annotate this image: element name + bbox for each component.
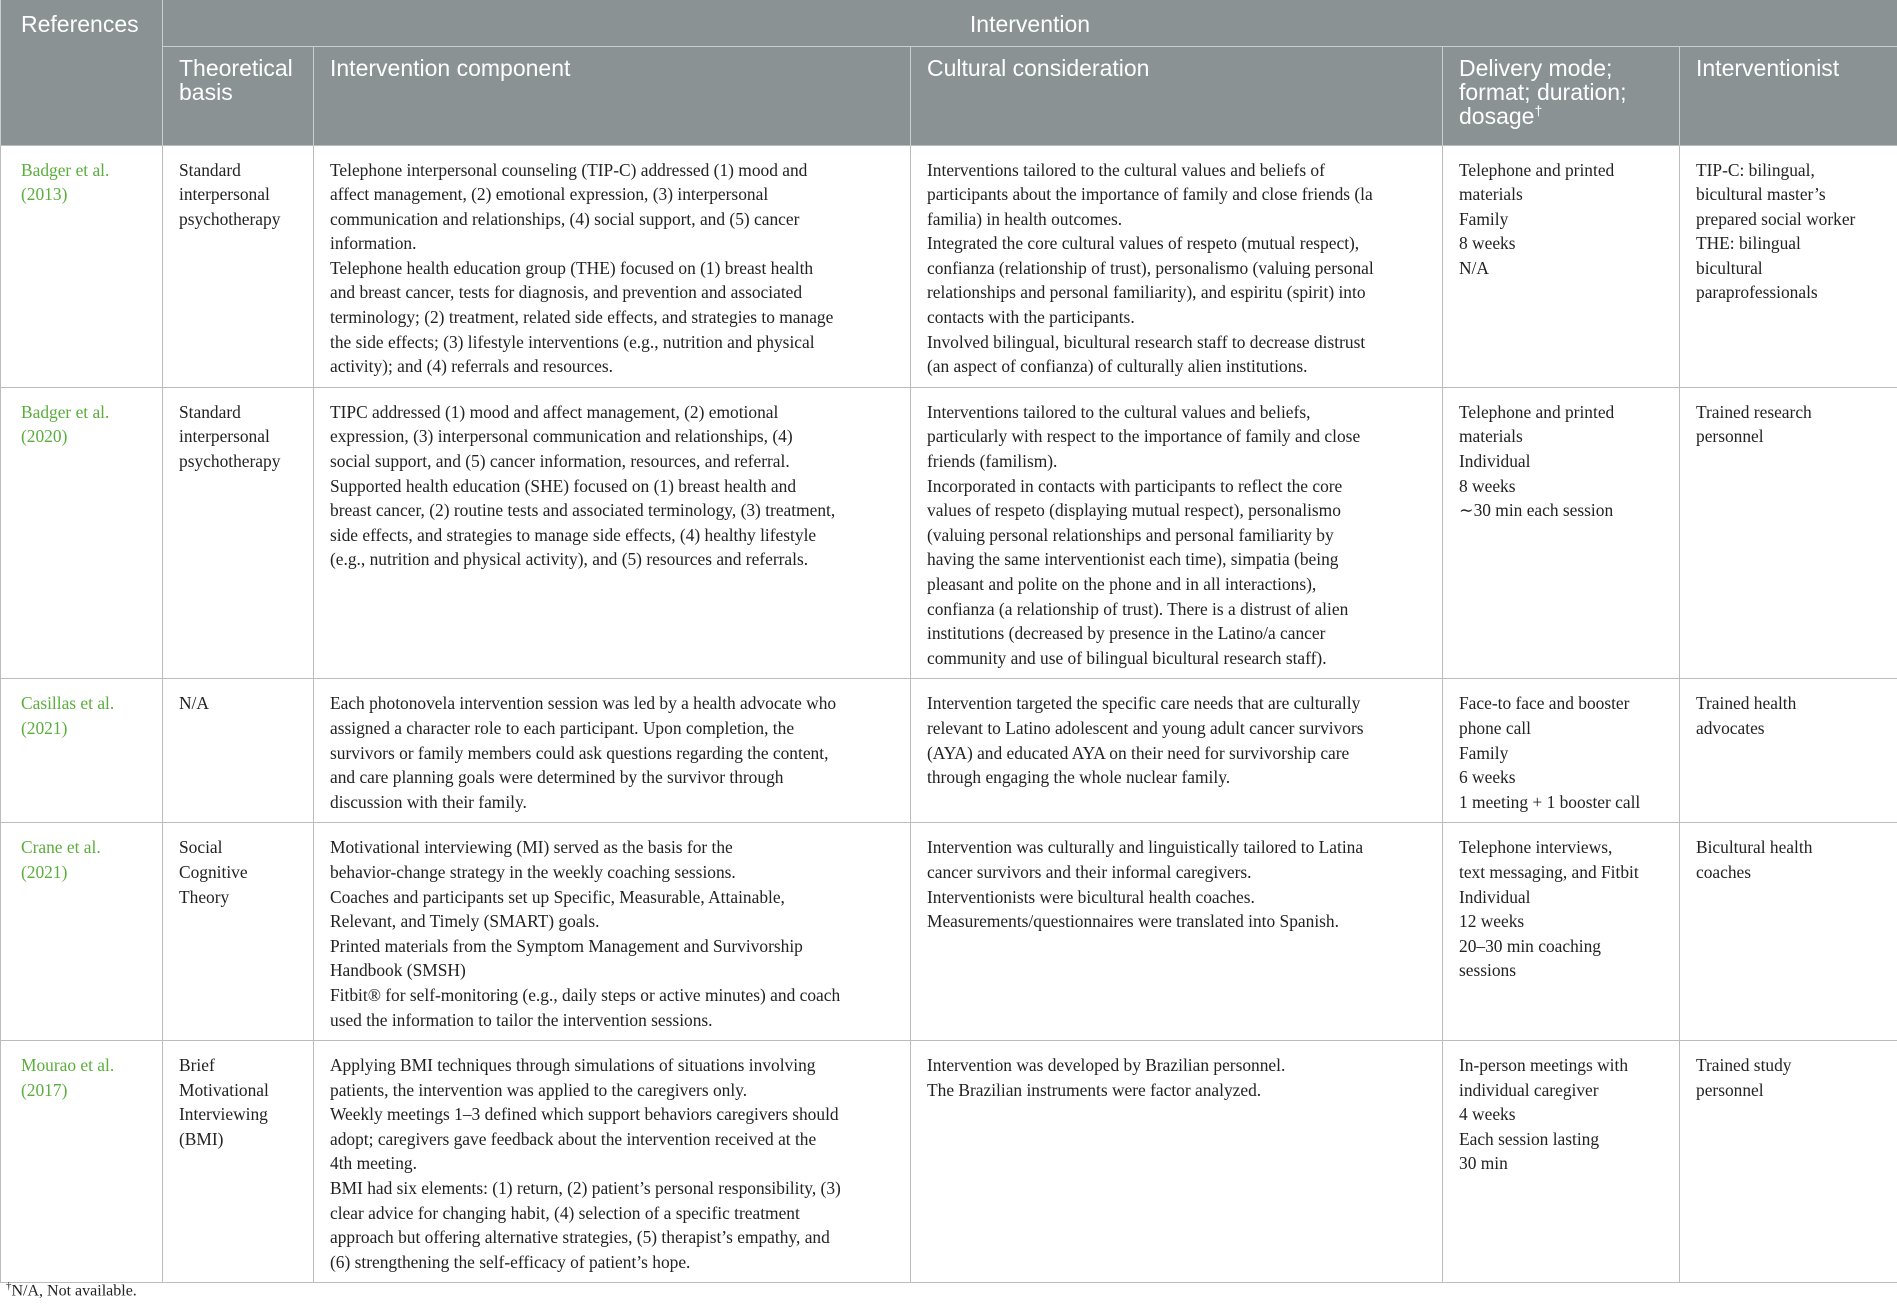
interventionist-cell bbox=[1680, 823, 1897, 1041]
theoretical-basis-cell bbox=[163, 1041, 314, 1283]
cell-text-line: TIP-C: bilingual, bbox=[1696, 159, 1815, 180]
header-text-line: format; duration; bbox=[1459, 78, 1627, 105]
cell-text-line: In-person meetings with bbox=[1459, 1055, 1629, 1076]
theoretical-basis-cell bbox=[163, 679, 314, 823]
cell-text-line: coaches bbox=[1696, 861, 1752, 882]
cell-text-line: 12 weeks bbox=[1459, 911, 1525, 932]
cell-text-line: community and use of bilingual bicultural research staff). bbox=[927, 647, 1327, 668]
cell-text-line: N/A bbox=[179, 693, 209, 714]
delivery-cell bbox=[1443, 1041, 1680, 1283]
cell-text-line: (an aspect of confianza) of culturally alien institutions. bbox=[927, 356, 1308, 377]
cell-text-line: Weekly meetings 1–3 defined which support behaviors caregivers should bbox=[330, 1104, 839, 1125]
table-footnote bbox=[6, 1280, 137, 1300]
reference-cell bbox=[1, 145, 163, 387]
cell-text-line: adopt; caregivers gave feedback about the intervention received at the bbox=[330, 1128, 817, 1149]
cell-text-line: familia) in health outcomes. bbox=[927, 208, 1123, 229]
theoretical-basis-cell bbox=[163, 387, 314, 679]
cell-text-line: Incorporated in contacts with participants to reflect the core bbox=[927, 475, 1343, 496]
cell-text-line: behavior-change strategy in the weekly coaching sessions. bbox=[330, 861, 736, 882]
cell-text-line: expression, (3) interpersonal communication and relationships, (4) bbox=[330, 426, 793, 447]
cell-text-line: Family bbox=[1459, 742, 1509, 763]
interventionist-cell bbox=[1680, 145, 1897, 387]
cell-text-line: text messaging, and Fitbit bbox=[1459, 861, 1639, 882]
cell-text-line: institutions (decreased by presence in the Latino/a cancer bbox=[927, 623, 1326, 644]
cell-text-line: Interventions tailored to the cultural values and beliefs, bbox=[927, 401, 1311, 422]
cell-text-line: the side effects; (3) lifestyle interventions (e.g., nutrition and physical bbox=[330, 331, 815, 352]
cultural-consideration-cell bbox=[911, 387, 1443, 679]
cell-text-line: Each photonovela intervention session was led by a health advocate who bbox=[330, 693, 837, 714]
cell-text-line: materials bbox=[1459, 426, 1523, 447]
cell-text-line: bicultural bbox=[1696, 257, 1763, 278]
cell-text-line: materials bbox=[1459, 184, 1523, 205]
delivery-cell bbox=[1443, 679, 1680, 823]
cell-text-line: (AYA) and educated AYA on their need for survivorship care bbox=[927, 742, 1350, 763]
cell-text-line: psychotherapy bbox=[179, 208, 281, 229]
cell-text-line: 4 weeks bbox=[1459, 1104, 1516, 1125]
cultural-consideration-cell bbox=[911, 823, 1443, 1041]
reference-link-line[interactable]: Badger et al. bbox=[21, 159, 110, 180]
reference-link-line[interactable]: (2020) bbox=[21, 426, 68, 447]
cell-text-line: Telephone interviews, bbox=[1459, 837, 1613, 858]
cell-text-line: Printed materials from the Symptom Management and Survivorship bbox=[330, 935, 803, 956]
cell-text-line: BMI had six elements: (1) return, (2) patient’s personal responsibility, (3) bbox=[330, 1178, 841, 1199]
cell-text-line: Telephone health education group (THE) focused on (1) breast health bbox=[330, 257, 814, 278]
cell-text-line: phone call bbox=[1459, 717, 1531, 738]
cell-text-line: 4th meeting. bbox=[330, 1153, 417, 1174]
cell-text-line: Intervention was developed by Brazilian personnel. bbox=[927, 1055, 1286, 1076]
reference-link-line[interactable]: Casillas et al. bbox=[21, 693, 115, 714]
intervention-component-cell bbox=[314, 823, 911, 1041]
reference-link-line[interactable]: (2017) bbox=[21, 1079, 68, 1100]
delivery-cell bbox=[1443, 145, 1680, 387]
cell-text-line: and breast cancer, tests for diagnosis, and prevention and associated bbox=[330, 282, 803, 303]
interventionist-cell bbox=[1680, 387, 1897, 679]
cell-text-line: Family bbox=[1459, 208, 1509, 229]
cell-text-line: (6) strengthening the self-efficacy of patient’s hope. bbox=[330, 1251, 691, 1272]
cell-text-line: (valuing personal relationships and personal familiarity by bbox=[927, 524, 1334, 545]
header-cultural-consideration: Cultural consideration bbox=[911, 46, 1443, 145]
cell-text-line: cancer survivors and their informal caregivers. bbox=[927, 861, 1252, 882]
cell-text-line: Fitbit® for self-monitoring (e.g., daily steps or active minutes) and coach bbox=[330, 984, 841, 1005]
cell-text-line: through engaging the whole nuclear family. bbox=[927, 767, 1231, 788]
dagger-mark: † bbox=[1534, 101, 1543, 118]
cell-text-line: individual caregiver bbox=[1459, 1079, 1599, 1100]
cell-text-line: confianza (relationship of trust), personalismo (valuing personal bbox=[927, 257, 1374, 278]
cell-text-line: values of respeto (displaying mutual respect), personalismo bbox=[927, 500, 1341, 521]
header-intervention-component: Intervention component bbox=[314, 46, 911, 145]
cultural-consideration-cell bbox=[911, 679, 1443, 823]
cell-text-line: approach but offering alternative strategies, (5) therapist’s empathy, and bbox=[330, 1227, 830, 1248]
cell-text-line: and care planning goals were determined by the survivor through bbox=[330, 767, 784, 788]
header-text-fragment: dosage bbox=[1459, 102, 1535, 129]
reference-link-line[interactable]: Badger et al. bbox=[21, 401, 110, 422]
cell-text-line: Telephone and printed bbox=[1459, 159, 1615, 180]
cell-text-line: Motivational bbox=[179, 1079, 269, 1100]
footnote-text: N/A, Not available. bbox=[11, 1282, 137, 1300]
header-references: References bbox=[1, 0, 163, 145]
cell-text-line: Motivational interviewing (MI) served as the basis for the bbox=[330, 837, 733, 858]
cell-text-line: (e.g., nutrition and physical activity), and (5) resources and referrals. bbox=[330, 549, 809, 570]
cell-text-line: pleasant and polite on the phone and in all interactions), bbox=[927, 574, 1317, 594]
cell-text-line: relationships and personal familiarity), and espiritu (spirit) into bbox=[927, 282, 1366, 303]
cell-text-line: Handbook (SMSH) bbox=[330, 960, 466, 981]
cell-text-line: personnel bbox=[1696, 426, 1764, 447]
header-theoretical-basis bbox=[163, 46, 314, 145]
table-row bbox=[1, 145, 1897, 387]
header-delivery bbox=[1443, 46, 1680, 145]
cell-text-line: 20–30 min coaching bbox=[1459, 935, 1601, 956]
cell-text-line: Telephone interpersonal counseling (TIP-C) addressed (1) mood and bbox=[330, 159, 808, 180]
cell-text-line: communication and relationships, (4) social support, and (5) cancer bbox=[330, 208, 800, 229]
cell-text-line: Bicultural health bbox=[1696, 837, 1813, 858]
theoretical-basis-cell bbox=[163, 823, 314, 1041]
cell-text-line: social support, and (5) cancer information, resources, and referral. bbox=[330, 451, 790, 472]
reference-cell bbox=[1, 679, 163, 823]
cell-text-line: Trained research bbox=[1696, 401, 1812, 422]
interventionist-cell bbox=[1680, 679, 1897, 823]
cell-text-line: information. bbox=[330, 233, 417, 254]
header-text-line bbox=[1459, 101, 1663, 129]
cell-text-line: TIPC addressed (1) mood and affect management, (2) emotional bbox=[330, 401, 779, 422]
table-body bbox=[1, 145, 1897, 1283]
cell-text-line: having the same interventionist each time), simpatia (being bbox=[927, 549, 1339, 570]
cell-text-line: ∼30 min each session bbox=[1459, 500, 1614, 521]
reference-cell bbox=[1, 387, 163, 679]
header-text-line: Delivery mode; bbox=[1459, 54, 1613, 81]
table-row bbox=[1, 679, 1897, 823]
cell-text-line: Relevant, and Timely (SMART) goals. bbox=[330, 911, 600, 932]
cell-text-line: Brief bbox=[179, 1055, 215, 1076]
header-intervention: Intervention bbox=[163, 0, 1897, 46]
cell-text-line: prepared social worker bbox=[1696, 208, 1856, 229]
cell-text-line: interpersonal bbox=[179, 426, 270, 447]
reference-cell bbox=[1, 823, 163, 1041]
table-header bbox=[1, 0, 1897, 145]
reference-link-line[interactable]: (2021) bbox=[21, 861, 68, 882]
delivery-cell bbox=[1443, 387, 1680, 679]
cultural-consideration-cell bbox=[911, 145, 1443, 387]
cell-text-line: Applying BMI techniques through simulations of situations involving bbox=[330, 1055, 816, 1076]
cell-text-line: terminology; (2) treatment, related side effects, and strategies to manage bbox=[330, 307, 834, 328]
table-row bbox=[1, 387, 1897, 679]
cell-text-line: 8 weeks bbox=[1459, 475, 1516, 496]
cell-text-line: Integrated the core cultural values of respeto (mutual respect), bbox=[927, 233, 1360, 254]
reference-cell bbox=[1, 1041, 163, 1283]
cell-text-line: friends (familism). bbox=[927, 451, 1058, 472]
intervention-component-cell bbox=[314, 1041, 911, 1283]
cell-text-line: 8 weeks bbox=[1459, 233, 1516, 254]
header-text-line: basis bbox=[179, 78, 233, 105]
cell-text-line: breast cancer, (2) routine tests and associated terminology, (3) treatment, bbox=[330, 500, 836, 521]
reference-link-line[interactable]: Mourao et al. bbox=[21, 1055, 115, 1076]
header-text-line: Theoretical bbox=[179, 54, 293, 81]
cell-text-line: confianza (a relationship of trust). There is a distrust of alien bbox=[927, 598, 1349, 619]
intervention-component-cell bbox=[314, 387, 911, 679]
cell-text-line: 6 weeks bbox=[1459, 767, 1516, 788]
cell-text-line: Interviewing bbox=[179, 1104, 268, 1125]
cell-text-line: The Brazilian instruments were factor analyzed. bbox=[927, 1079, 1262, 1100]
cell-text-line: personnel bbox=[1696, 1079, 1764, 1100]
cell-text-line: interpersonal bbox=[179, 184, 270, 205]
reference-link-line[interactable]: (2021) bbox=[21, 717, 68, 738]
cultural-consideration-cell bbox=[911, 1041, 1443, 1283]
table-row bbox=[1, 1041, 1897, 1283]
delivery-cell bbox=[1443, 823, 1680, 1041]
cell-text-line: psychotherapy bbox=[179, 451, 281, 472]
cell-text-line: discussion with their family. bbox=[330, 791, 527, 812]
cell-text-line: 1 meeting + 1 booster call bbox=[1459, 791, 1641, 812]
cell-text-line: Theory bbox=[179, 886, 230, 907]
intervention-component-cell bbox=[314, 679, 911, 823]
intervention-component-cell bbox=[314, 145, 911, 387]
cell-text-line: used the information to tailor the intervention sessions. bbox=[330, 1009, 713, 1030]
table-row bbox=[1, 823, 1897, 1041]
cell-text-line: activity); and (4) referrals and resources. bbox=[330, 356, 613, 377]
reference-link-line[interactable]: (2013) bbox=[21, 184, 68, 205]
cell-text-line: Interventionists were bicultural health coaches. bbox=[927, 886, 1255, 907]
cell-text-line: contacts with the participants. bbox=[927, 307, 1135, 328]
header-interventionist: Interventionist bbox=[1680, 46, 1897, 145]
cell-text-line: clear advice for changing habit, (4) selection of a specific treatment bbox=[330, 1202, 800, 1223]
cell-text-line: Interventions tailored to the cultural values and beliefs of bbox=[927, 159, 1325, 180]
cell-text-line: Face-to face and booster bbox=[1459, 693, 1630, 714]
cell-text-line: particularly with respect to the importance of family and close bbox=[927, 426, 1361, 447]
footnote-mark: † bbox=[6, 1280, 12, 1292]
cell-text-line: affect management, (2) emotional expression, (3) interpersonal bbox=[330, 184, 769, 205]
cell-text-line: patients, the intervention was applied to the caregivers only. bbox=[330, 1079, 748, 1100]
cell-text-line: side effects, and strategies to manage side effects, (4) healthy lifestyle bbox=[330, 524, 817, 545]
cell-text-line: advocates bbox=[1696, 717, 1765, 738]
cell-text-line: Intervention targeted the specific care needs that are culturally bbox=[927, 693, 1361, 714]
cell-text-line: bicultural master’s bbox=[1696, 184, 1826, 205]
cell-text-line: Standard bbox=[179, 159, 241, 180]
cell-text-line: N/A bbox=[1459, 257, 1489, 278]
cell-text-line: sessions bbox=[1459, 960, 1517, 981]
cell-text-line: Individual bbox=[1459, 886, 1531, 907]
interventionist-cell bbox=[1680, 1041, 1897, 1283]
cell-text-line: relevant to Latino adolescent and young adult cancer survivors bbox=[927, 717, 1364, 738]
cell-text-line: participants about the importance of family and close friends (la bbox=[927, 184, 1373, 205]
cell-text-line: survivors or family members could ask questions regarding the content, bbox=[330, 742, 829, 763]
cell-text-line: Intervention was culturally and linguistically tailored to Latina bbox=[927, 837, 1364, 858]
cell-text-line: Social bbox=[179, 837, 223, 858]
cell-text-line: Trained health bbox=[1696, 693, 1797, 714]
cell-text-line: Supported health education (SHE) focused on (1) breast health and bbox=[330, 475, 797, 496]
cell-text-line: Telephone and printed bbox=[1459, 401, 1615, 422]
cell-text-line: 30 min bbox=[1459, 1153, 1508, 1174]
cell-text-line: Standard bbox=[179, 401, 241, 422]
cell-text-line: THE: bilingual bbox=[1696, 233, 1801, 254]
cell-text-line: paraprofessionals bbox=[1696, 282, 1818, 303]
cell-text-line: Each session lasting bbox=[1459, 1128, 1600, 1149]
cell-text-line: Involved bilingual, bicultural research staff to decrease distrust bbox=[927, 331, 1366, 352]
cell-text-line: Measurements/questionnaires were translated into Spanish. bbox=[927, 911, 1339, 932]
cell-text-line: Cognitive bbox=[179, 861, 248, 882]
theoretical-basis-cell bbox=[163, 145, 314, 387]
cell-text-line: Individual bbox=[1459, 451, 1531, 472]
cell-text-line: Coaches and participants set up Specific, Measurable, Attainable, bbox=[330, 886, 785, 907]
reference-link-line[interactable]: Crane et al. bbox=[21, 837, 101, 858]
cell-text-line: assigned a character role to each participant. Upon completion, the bbox=[330, 717, 795, 738]
cell-text-line: (BMI) bbox=[179, 1128, 224, 1149]
cell-text-line: Trained study bbox=[1696, 1055, 1792, 1076]
